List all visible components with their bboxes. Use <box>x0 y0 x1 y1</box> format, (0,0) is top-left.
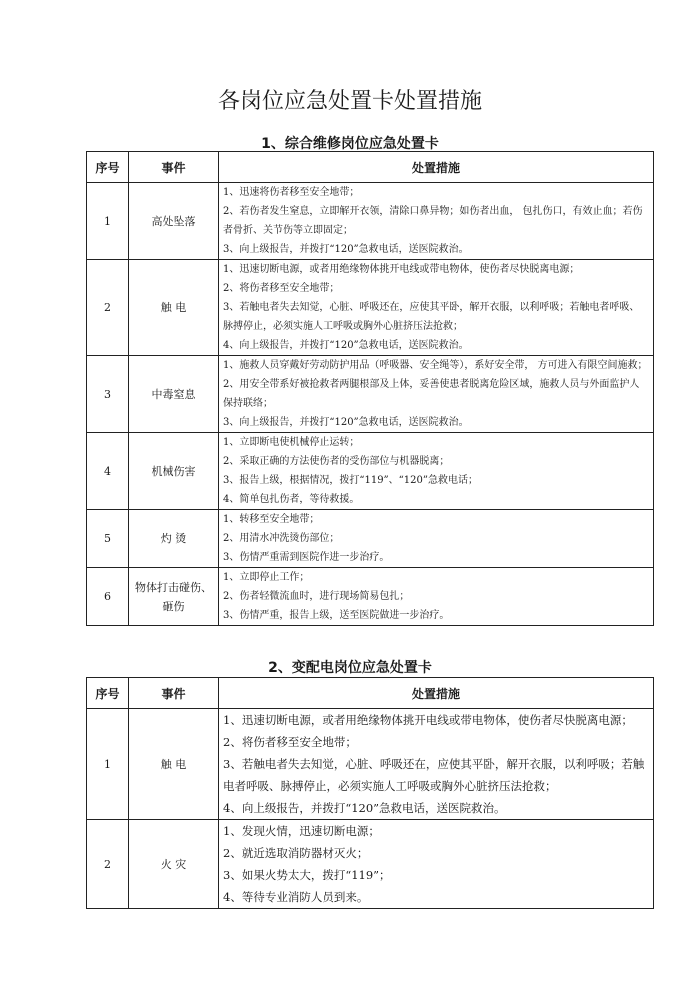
section-title: 2、变配电岗位应急处置卡 <box>268 660 432 676</box>
table-row <box>87 510 654 568</box>
row-number: 3 <box>87 356 129 433</box>
measure-item: 4、简单包扎伤者，等待救援。 <box>223 494 360 505</box>
row-number: 6 <box>87 568 129 626</box>
header-measures: 处置措施 <box>219 678 654 709</box>
emergency-card-table <box>86 677 654 909</box>
emergency-card-table <box>86 151 654 626</box>
measure-item: 3、向上级报告，并拨打“120”急救电话，送医院救治。 <box>223 244 469 255</box>
event-name: 中毒窒息 <box>129 356 219 433</box>
table-row <box>87 820 654 909</box>
table-row <box>87 260 654 356</box>
measure-item: 3、如果火势太大，拨打“119”； <box>223 868 391 882</box>
event-name: 触 电 <box>129 260 219 356</box>
measure-item: 3、若触电者失去知觉，心脏、呼吸还在，应使其平卧，解开衣服，以利呼吸；若触电者呼吸、脉搏停止，必须实施人工呼吸或胸外心脏挤压法抢救； <box>223 302 640 332</box>
row-number: 5 <box>87 510 129 568</box>
table-row <box>87 709 654 820</box>
measure-item: 1、迅速切断电源，或者用绝缘物体挑开电线或带电物体，使伤者尽快脱离电源； <box>223 713 633 727</box>
measure-item: 2、采取正确的方法使伤者的受伤部位与机器脱离； <box>223 456 450 467</box>
measure-item: 3、伤情严重需到医院作进一步治疗。 <box>223 552 390 563</box>
page-title: 各岗位应急处置卡处置措施 <box>217 89 482 114</box>
measures-cell <box>219 820 654 909</box>
measures-cell <box>219 260 654 356</box>
measures-cell <box>219 709 654 820</box>
measure-item: 2、用安全带系好被抢救者两腿根部及上体，妥善使患者脱离危险区域，施救人员与外面监护人保持联络； <box>223 379 640 409</box>
header-event: 事件 <box>129 678 219 709</box>
measures-cell <box>219 433 654 510</box>
measures-cell <box>219 568 654 626</box>
measure-item: 4、向上级报告，并拨打“120”急救电话，送医院救治。 <box>223 340 469 351</box>
section-title: 1、综合维修岗位应急处置卡 <box>261 136 439 152</box>
measure-item: 2、将伤者移至安全地带； <box>223 283 340 294</box>
table-header-row <box>87 152 654 183</box>
measure-item: 3、报告上级，根据情况，拨打“119”、“120”急救电话； <box>223 475 478 486</box>
measure-item: 1、施救人员穿戴好劳动防护用品（呼吸器、安全绳等），系好安全带， 方可进入有限空间施救； <box>223 360 648 371</box>
table-row <box>87 433 654 510</box>
measure-item: 2、伤者轻微流血时，进行现场简易包扎； <box>223 591 410 602</box>
table-row <box>87 356 654 433</box>
measure-item: 4、向上级报告，并拨打“120”急救电话，送医院救治。 <box>223 801 506 815</box>
measure-item: 1、立即断电使机械停止运转； <box>223 437 360 448</box>
measure-item: 1、迅速切断电源，或者用绝缘物体挑开电线或带电物体，使伤者尽快脱离电源； <box>223 264 580 275</box>
event-name: 物体打击碰伤、砸伤 <box>129 568 219 626</box>
measure-item: 1、迅速将伤者移至安全地带； <box>223 187 360 198</box>
measure-item: 2、就近选取消防器材灭火； <box>223 846 369 860</box>
measure-item: 1、转移至安全地带； <box>223 514 320 525</box>
measures-cell <box>219 356 654 433</box>
header-event: 事件 <box>129 152 219 183</box>
table-row <box>87 568 654 626</box>
event-name: 火 灾 <box>129 820 219 909</box>
header-no: 序号 <box>87 678 129 709</box>
table-row <box>87 183 654 260</box>
row-number: 1 <box>87 183 129 260</box>
row-number: 2 <box>87 260 129 356</box>
measure-item: 3、向上级报告，并拨打“120”急救电话，送医院救治。 <box>223 417 469 428</box>
measure-item: 2、将伤者移至安全地带； <box>223 735 357 749</box>
measure-item: 2、用清水冲洗烫伤部位； <box>223 533 340 544</box>
event-name: 机械伤害 <box>129 433 219 510</box>
event-name: 触 电 <box>129 709 219 820</box>
measure-item: 4、等待专业消防人员到来。 <box>223 890 369 904</box>
header-no: 序号 <box>87 152 129 183</box>
row-number: 2 <box>87 820 129 909</box>
table-header-row <box>87 678 654 709</box>
measures-cell <box>219 183 654 260</box>
measure-item: 1、发现火情，迅速切断电源； <box>223 824 380 838</box>
row-number: 1 <box>87 709 129 820</box>
measure-item: 3、伤情严重，报告上级，送至医院做进一步治疗。 <box>223 610 450 621</box>
header-measures: 处置措施 <box>219 152 654 183</box>
row-number: 4 <box>87 433 129 510</box>
measure-item: 1、立即停止工作； <box>223 572 310 583</box>
measure-item: 2、若伤者发生窒息，立即解开衣领，清除口鼻异物；如伤者出血， 包扎伤口，有效止血；若伤者骨折、关节伤等立即固定； <box>223 206 643 236</box>
measures-cell <box>219 510 654 568</box>
event-name: 高处坠落 <box>129 183 219 260</box>
event-name: 灼 烫 <box>129 510 219 568</box>
measure-item: 3、若触电者失去知觉，心脏、呼吸还在，应使其平卧，解开衣服，以利呼吸；若触电者呼吸、脉搏停止，必须实施人工呼吸或胸外心脏挤压法抢救； <box>223 757 645 793</box>
